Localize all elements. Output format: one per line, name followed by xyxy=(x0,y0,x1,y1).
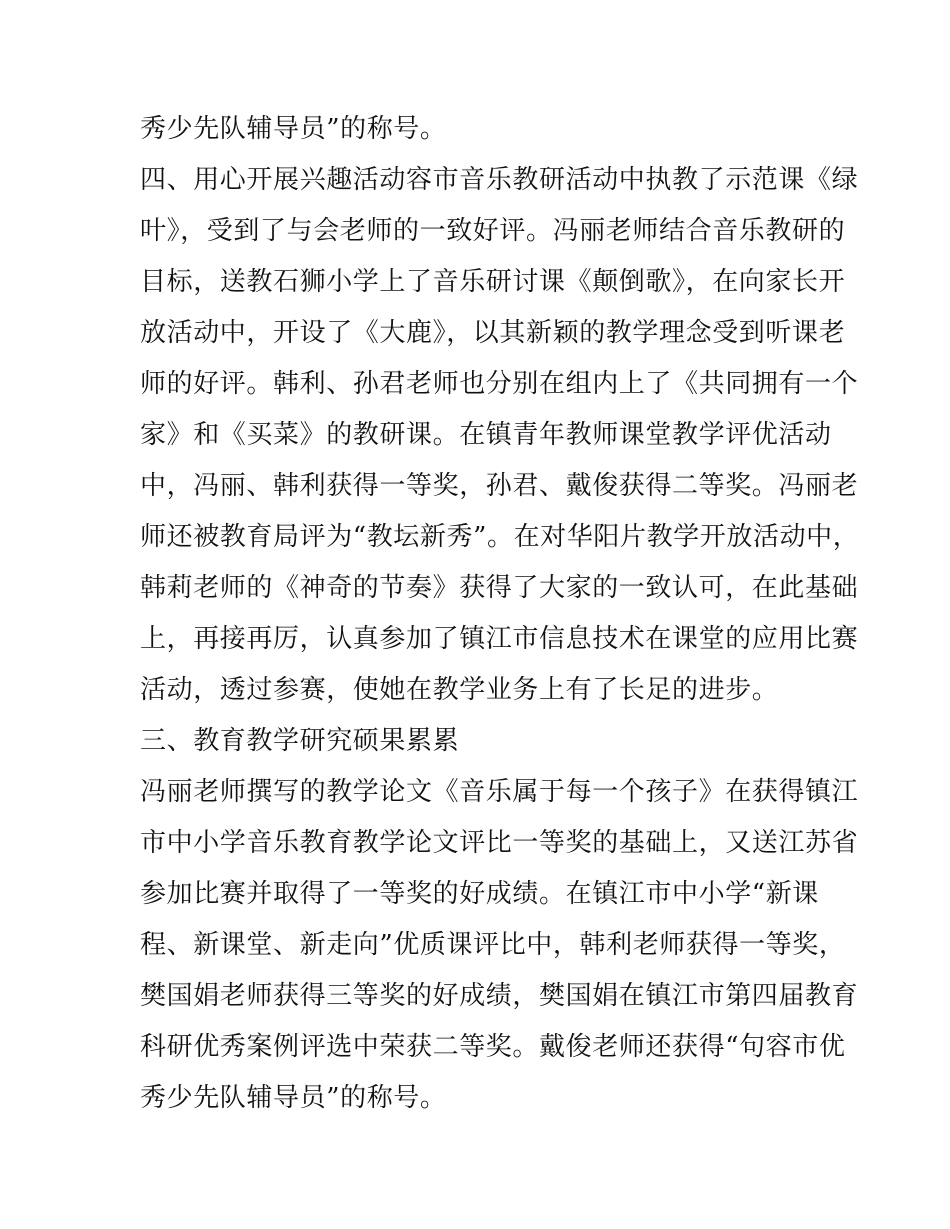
text-line: 目标，送教石狮小学上了音乐研讨课《颠倒歌》，在向家长开 xyxy=(140,267,846,297)
text-line: 叶》，受到了与会老师的一致好评。冯丽老师结合音乐教研的 xyxy=(140,216,846,246)
text-line: 科研优秀案例评选中荣获二等奖。戴俊老师还获得“句容市优 xyxy=(140,1032,846,1062)
text-line: 中，冯丽、韩利获得一等奖，孙君、戴俊获得二等奖。冯丽老 xyxy=(140,471,859,501)
text-line: 市中小学音乐教育教学论文评比一等奖的基础上，又送江苏省 xyxy=(140,828,859,858)
text-line: 秀少先队辅导员”的称号。 xyxy=(140,114,447,144)
text-line: 放活动中，开设了《大鹿》，以其新颖的教学理念受到听课老 xyxy=(140,318,846,348)
text-line: 秀少先队辅导员”的称号。 xyxy=(140,1083,447,1113)
text-line: 樊国娟老师获得三等奖的好成绩，樊国娟在镇江市第四届教育 xyxy=(140,981,859,1011)
text-line: 程、新课堂、新走向”优质课评比中，韩利老师获得一等奖， xyxy=(140,930,846,960)
section-heading-four: 四、用心开展兴趣活动容市音乐教研活动中执教了示范课《绿 xyxy=(140,165,859,195)
text-line: 冯丽老师撰写的教学论文《音乐属于每一个孩子》在获得镇江 xyxy=(140,777,859,807)
text-line: 家》和《买菜》的教研课。在镇青年教师课堂教学评优活动 xyxy=(140,420,832,450)
text-line: 活动，透过参赛，使她在教学业务上有了长足的进步。 xyxy=(140,675,779,705)
text-line: 师还被教育局评为“教坛新秀”。在对华阳片教学开放活动中， xyxy=(140,522,860,552)
text-line: 参加比赛并取得了一等奖的好成绩。在镇江市中小学“新课 xyxy=(140,879,819,909)
text-line: 师的好评。韩利、孙君老师也分别在组内上了《共同拥有一个 xyxy=(140,369,859,399)
text-line: 韩莉老师的《神奇的节奏》获得了大家的一致认可，在此基础 xyxy=(140,573,859,603)
text-line: 上，再接再厉，认真参加了镇江市信息技术在课堂的应用比赛 xyxy=(140,624,859,654)
section-heading-three: 三、教育教学研究硕果累累 xyxy=(140,726,460,756)
body-text xyxy=(140,104,860,1124)
